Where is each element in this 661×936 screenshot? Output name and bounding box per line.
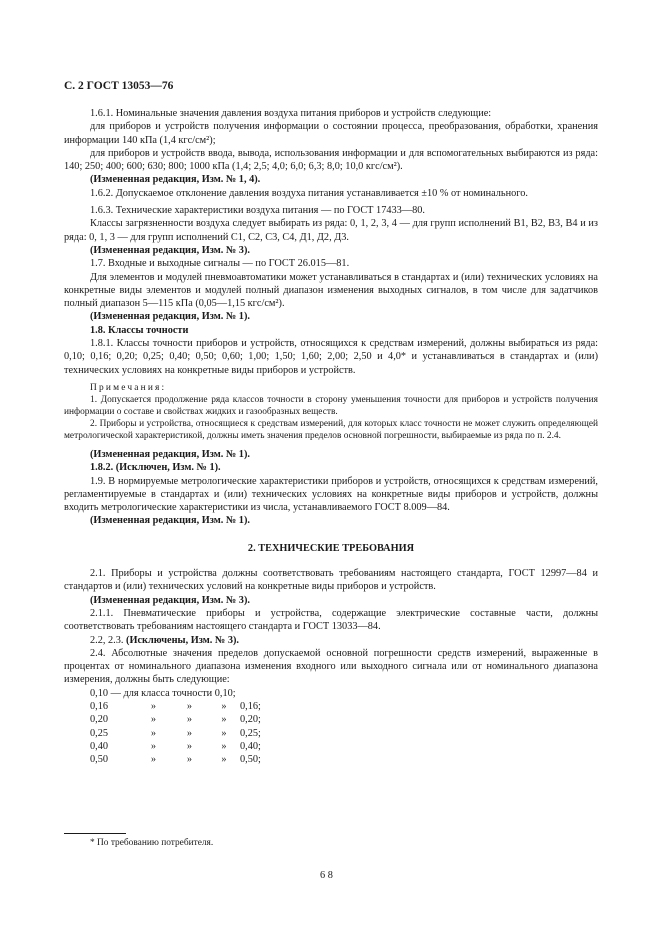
page-header: С. 2 ГОСТ 13053—76 xyxy=(64,80,174,92)
revision-note: (Измененная редакция, Изм. № 1). xyxy=(90,311,250,323)
subsection-title-1-8: 1.8. Классы точности xyxy=(90,324,189,336)
class-list-row: 0,50 » » » 0,50; xyxy=(90,754,261,766)
class-list-row: 0,10 — для класса точности 0,10; xyxy=(90,687,236,699)
para-info-devices: для приборов и устройств получения информации о состоянии процесса, преобразования, обработки, хранения информации 140 кПа (1,4 кгс/см²); xyxy=(64,121,598,146)
class-list xyxy=(90,687,598,767)
para-2-1: 2.1. Приборы и устройства должны соответствовать требованиям настоящего стандарта, ГОСТ 12997—84 и стандартов и (или) технических условий на конкретные виды приборов и устройств. xyxy=(64,568,598,593)
page-number: 6 8 xyxy=(320,870,333,881)
para-1-6-3: 1.6.3. Технические характеристики воздуха питания — по ГОСТ 17433—80. xyxy=(90,205,425,217)
para-air-classes: Классы загрязненности воздуха следует выбирать из ряда: 0, 1, 2, 3, 4 — для групп исполнений В1, В2, В3, В4 и из ряда: 0, 1, 3 — для групп исполнений С1, С2, С3, С4, Д1, Д2, Д3. xyxy=(64,218,598,243)
para-io-devices: для приборов и устройств ввода, вывода, использования информации и для вспомогательных выбираются из ряда: 140; 250; 400; 600; 630; 800; 1000 кПа (1,4; 2,5; 4,0; 6,0; 6,3; 8,0; 10,0 кгс/см²). xyxy=(64,147,598,173)
document-body xyxy=(64,107,598,766)
revision-note: (Измененная редакция, Изм. № 3). xyxy=(90,244,250,256)
revision-note: (Измененная редакция, Изм. № 1). xyxy=(90,448,250,460)
para-1-8-1: 1.8.1. Классы точности приборов и устройств, относящихся к средствам измерений, должны выбираться из ряда: 0,10; 0,16; 0,20; 0,25; 0,40; 0,50; 0,60; 1,00; 1,50; 1,60; 2,00; 2,50 и 4,0* и устанавливаться в стандартах и (или) технических условиях на конкретные виды приборов и устройств. xyxy=(64,338,598,376)
para-number: 2.2, 2.3. xyxy=(90,634,124,646)
class-list-row: 0,25 » » » 0,25; xyxy=(90,727,261,739)
excluded-note: (Исключены, Изм. № 3). xyxy=(126,634,239,646)
class-list-row: 0,16 » » » 0,16; xyxy=(90,700,261,712)
note-item: 2. Приборы и устройства, относящиеся к средствам измерений, для которых класс точности не может служить определяющей метрологической характеристикой, должны иметь значения пределов основной погрешности, выбираемые из ряда по п. 2.4. xyxy=(64,418,598,441)
para-pneumo-modules: Для элементов и модулей пневмоавтоматики может устанавливаться в стандартах и (или) технических условиях на конкретные виды элементов и модулей полный диапазон изменения выходных сигналов, в том числе для задатчиков полный диапазон 5—115 кПа (0,05—1,15 кгс/см²). xyxy=(64,271,598,310)
revision-note: (Измененная редакция, Изм. № 1, 4). xyxy=(90,174,261,186)
footnote-divider xyxy=(64,833,126,834)
class-list-row: 0,40 » » » 0,40; xyxy=(90,740,261,752)
para-2-1-1: 2.1.1. Пневматические приборы и устройства, содержащие электрические составные части, должны соответствовать требованиям настоящего стандарта и ГОСТ 13033—84. xyxy=(64,607,598,633)
notes-title: Примечания: xyxy=(90,382,167,393)
para-1-8-2: 1.8.2. (Исключен, Изм. № 1). xyxy=(90,462,221,474)
note-item: 1. Допускается продолжение ряда классов точности в сторону уменьшения точности для приборов и устройств получения информации о составе и свойствах жидких и газообразных веществ. xyxy=(64,394,598,417)
class-list-row: 0,20 » » » 0,20; xyxy=(90,714,261,726)
para-1-9: 1.9. В нормируемые метрологические характеристики приборов и устройств, относящихся к средствам измерений, регламентируемые в стандартах и (или) технических условиях на конкретные виды приборов и устройств, должны входить метрологические характеристики из числа, устанавливаемого ГОСТ 8.009—84. xyxy=(64,475,598,514)
revision-note: (Измененная редакция, Изм. № 3). xyxy=(90,594,250,606)
notes-block xyxy=(64,382,598,442)
para-2-2-2-3 xyxy=(64,634,598,647)
para-1-7: 1.7. Входные и выходные сигналы — по ГОСТ 26.015—81. xyxy=(90,258,350,270)
section-title: 2. ТЕХНИЧЕСКИЕ ТРЕБОВАНИЯ xyxy=(247,542,415,554)
para-1-6-1: 1.6.1. Номинальные значения давления воздуха питания приборов и устройств следующие: xyxy=(90,108,492,119)
para-1-6-2: 1.6.2. Допускаемое отклонение давления воздуха питания устанавливается ±10 % от номинального. xyxy=(90,187,528,199)
para-2-4: 2.4. Абсолютные значения пределов допускаемой основной погрешности средств измерений, выраженные в процентах от номинального диапазона изменения входного или выходного сигнала или от номинального диапазона измерения, должны быть следующие: xyxy=(64,647,598,686)
footnote: * По требованию потребителя. xyxy=(90,838,214,848)
revision-note: (Измененная редакция, Изм. № 1). xyxy=(90,515,250,527)
